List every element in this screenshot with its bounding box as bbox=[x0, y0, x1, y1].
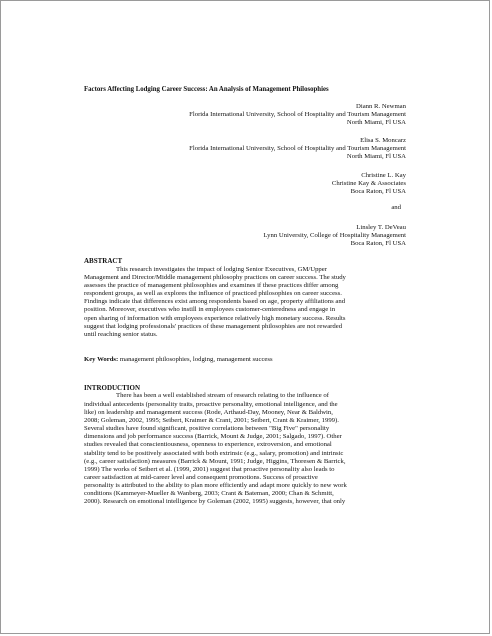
abstract-line: Management and Director/Middle management philosophy practices on career success. The study bbox=[84, 273, 346, 281]
author-name: Christine L. Kay bbox=[361, 171, 406, 179]
paper-title: Factors Affecting Lodging Career Success: An Analysis of Management Philosophies bbox=[84, 86, 329, 93]
author-block bbox=[84, 172, 406, 196]
introduction-line: dimensions and job performance success (Barrick, Mount & Judge, 2001; Salgado, 1997). Other bbox=[84, 433, 342, 441]
abstract-line: position. Moreover, executives who instill in employees customer-centeredness and engage in bbox=[84, 306, 336, 314]
introduction-line: 2000). Research on emotional intelligence by Goleman (2002, 1995) suggests, however, that only bbox=[84, 498, 346, 506]
author-affiliation: Lynn University, College of Hospitality Management bbox=[263, 232, 406, 240]
keywords bbox=[84, 356, 406, 364]
abstract-heading: ABSTRACT bbox=[84, 257, 123, 266]
abstract-line: until reaching senior status. bbox=[84, 330, 158, 338]
abstract-line: respondent groups, as well as explores the influence of practiced philosophies on career success. bbox=[84, 290, 342, 298]
introduction-line: 2008; Goleman, 2002, 1995; Seibert, Kraimer & Crant, 2001; Seibert, Crant & Kraimer, 1999). bbox=[84, 416, 339, 424]
author-affiliation: Christine Kay & Associates bbox=[331, 179, 406, 187]
introduction-line: (e.g., career satisfaction) measures (Barrick & Mount, 1991; Judge, Higgins, Thoresen & Barrick, bbox=[84, 457, 346, 465]
introduction-heading: INTRODUCTION bbox=[84, 384, 141, 393]
abstract-line: open sharing of information with employees experience relatively high monetary success. Results bbox=[84, 314, 346, 322]
introduction-line: 1999) The works of Seibert et al. (1999, 2001) suggest that proactive personality also leads to bbox=[84, 465, 335, 473]
keywords-text: management philosophies, lodging, management success bbox=[118, 355, 273, 363]
paper-body bbox=[84, 85, 406, 507]
introduction-line: individual antecedents (personality traits, proactive personality, emotional intelligence, and the bbox=[84, 400, 338, 408]
abstract-line: suggest that lodging professionals' practices of these management philosophies are not rewarded bbox=[84, 322, 343, 330]
introduction-line: personality is attributed to the ability to plan more efficiently and adapt more quickly to new work bbox=[84, 482, 347, 490]
introduction-line: There has been a well established stream of research relating to the influence of bbox=[116, 392, 329, 400]
author-block bbox=[84, 137, 406, 161]
author-location: Boca Raton, Fl USA bbox=[350, 240, 406, 248]
introduction-line: studies revealed that conscientiousness, openness to experience, extroversion, and emotional bbox=[84, 441, 332, 449]
author-location: North Miami, Fl USA bbox=[346, 119, 406, 127]
introduction-body bbox=[84, 392, 406, 506]
introduction-line: like) on leadership and management success (Rode, Arthaud-Day, Mooney, Near & Baldwin, bbox=[84, 408, 333, 416]
author-affiliation: Florida International University, School of Hospitality and Tourism Management bbox=[189, 145, 406, 153]
author-block bbox=[84, 103, 406, 127]
author-name: Elisa S. Moncarz bbox=[360, 137, 406, 145]
author-block bbox=[84, 224, 406, 248]
abstract-line: Findings indicate that differences exist among respondents based on age, property affiliations and bbox=[84, 298, 346, 306]
author-location: North Miami, Fl USA bbox=[346, 153, 406, 161]
author-name: Linsley T. DeVeau bbox=[356, 224, 406, 231]
author-name: Diann R. Newman bbox=[356, 103, 406, 110]
and-separator: and bbox=[391, 203, 401, 211]
keywords-label: Key Words: bbox=[84, 355, 119, 363]
introduction-line: conditions (Kammeyer-Mueller & Wanberg, 2003; Crant & Bateman, 2000; Chan & Schmitt, bbox=[84, 490, 334, 498]
introduction-line: stability tend to be positively associated with both extrinsic (e.g., salary, promotion) and intrinsic bbox=[84, 449, 344, 457]
abstract-line: This research investigates the impact of lodging Senior Executives, GM/Upper bbox=[116, 265, 327, 273]
abstract-body bbox=[84, 266, 406, 339]
introduction-line: Several studies have found significant, positive correlations between "Big Five" personality bbox=[84, 425, 330, 433]
author-location: Boca Raton, Fl USA bbox=[350, 187, 406, 195]
author-affiliation: Florida International University, School of Hospitality and Tourism Management bbox=[189, 111, 406, 119]
introduction-line: career satisfaction at mid-career level and consequent promotions. Success of proactive bbox=[84, 474, 318, 481]
abstract-line: assesses the practice of management philosophies and examines if these practices differ among bbox=[84, 281, 339, 289]
